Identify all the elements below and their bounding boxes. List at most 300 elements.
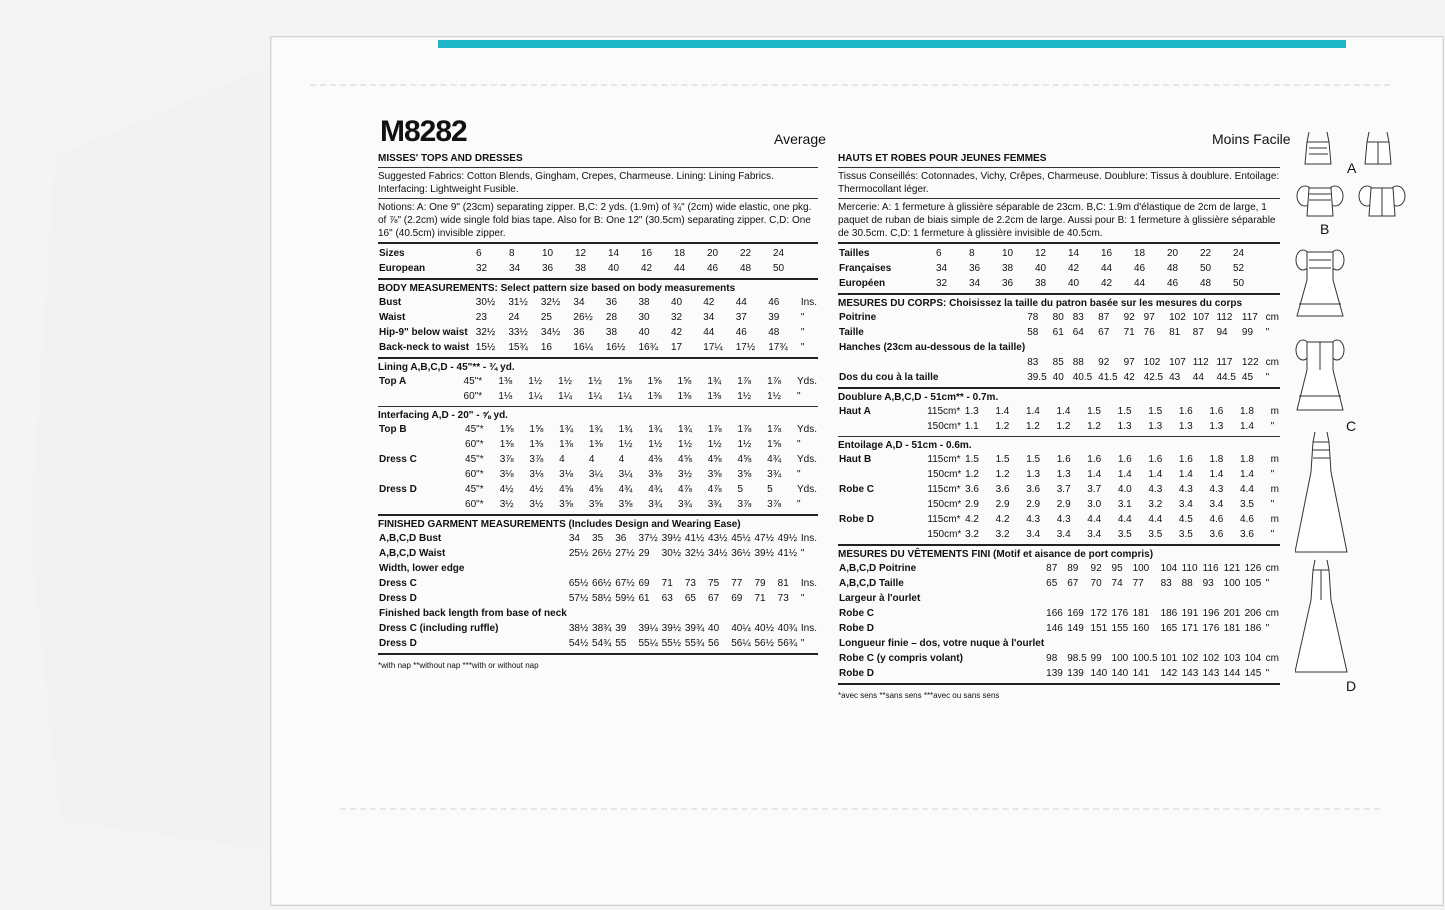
table-row xyxy=(378,246,805,261)
cell-value: 112 xyxy=(1216,312,1233,323)
cell-value: 4.4 xyxy=(1240,484,1254,495)
table-row xyxy=(838,482,1280,497)
cell-value: 32 xyxy=(936,278,948,289)
cell-value: 41.5 xyxy=(1098,372,1118,383)
cell-value: 92 xyxy=(1090,563,1102,574)
cell-value: 92 xyxy=(1123,312,1135,323)
cell-value: 28 xyxy=(605,312,618,323)
cell-value: 140 xyxy=(1090,668,1108,679)
cell-value: 65½ xyxy=(568,578,589,589)
cell-value: 34 xyxy=(573,297,585,308)
row-label: Dress C xyxy=(379,454,417,465)
cell-value: 93 xyxy=(1202,578,1214,589)
table-row xyxy=(378,576,818,591)
cell-value: 100.5 xyxy=(1132,653,1158,664)
cell-value: 22 xyxy=(1200,248,1212,259)
cell-value: 38 xyxy=(1035,278,1047,289)
cell-value: 166 xyxy=(1046,608,1063,619)
view-label-a: A xyxy=(1347,160,1357,176)
cell-value: 87 xyxy=(1192,327,1204,338)
cell-value: 149 xyxy=(1067,623,1084,634)
measurement-table xyxy=(838,561,1280,681)
cell-value: 30 xyxy=(638,312,650,323)
cell-value: 15½ xyxy=(475,342,496,353)
unit: Yds. xyxy=(796,454,817,465)
table-row xyxy=(838,621,1280,636)
cell-value: 146 xyxy=(1046,623,1063,634)
cell-value: 3⅛ xyxy=(499,469,514,480)
cell-value: 36½ xyxy=(731,548,751,559)
table-row xyxy=(378,467,818,482)
row-label: Dress D xyxy=(379,484,417,495)
table-row xyxy=(838,261,1265,276)
cell-value: 1½ xyxy=(767,391,781,402)
cell-value: 44 xyxy=(703,327,715,338)
row-label xyxy=(838,467,926,482)
table-row xyxy=(838,276,1265,291)
lining-heading: Lining A,B,C,D - 45"** - ¾ yd. xyxy=(378,362,515,373)
rule xyxy=(378,278,818,280)
cell-value: 25 xyxy=(540,312,552,323)
cell-value: 83 xyxy=(1160,578,1172,589)
row-label: Waist xyxy=(379,312,406,323)
row-label: Robe D xyxy=(839,668,874,679)
cell-value: 49½ xyxy=(777,533,798,544)
table-row xyxy=(378,591,818,606)
cell-value: 102 xyxy=(1143,357,1161,368)
cell-value: 24 xyxy=(1233,248,1245,259)
cell-value: 40 xyxy=(608,263,620,274)
cell-value: 71 xyxy=(1123,327,1135,338)
cell-value: 87 xyxy=(1046,563,1058,574)
cell-value: 1¾ xyxy=(678,424,692,435)
unit: " xyxy=(1265,372,1270,383)
cell-value: 3¾ xyxy=(707,499,722,510)
cell-value: 40.5 xyxy=(1072,372,1093,383)
cell-value: 34½ xyxy=(540,327,561,338)
unit: " xyxy=(800,548,805,559)
size-table xyxy=(378,246,805,261)
cell-value: 1½ xyxy=(618,439,633,450)
cell-value: 1.2 xyxy=(1087,421,1101,432)
cell-value: 87 xyxy=(1098,312,1110,323)
cell-value: 1½ xyxy=(558,376,572,387)
cell-value: 1.3 xyxy=(964,406,979,417)
cell-value: 32½ xyxy=(540,297,561,308)
cell-value: 76 xyxy=(1143,327,1155,338)
cell-value: 1¼ xyxy=(587,391,602,402)
table-row xyxy=(378,325,818,340)
cell-value: 45½ xyxy=(731,533,751,544)
size-table xyxy=(838,246,1265,261)
cell-value: 42 xyxy=(1101,278,1113,289)
cell-value: 1.4 xyxy=(1178,469,1193,480)
unit: cm xyxy=(1265,563,1279,574)
notions-text: Mercerie: A: 1 fermeture à glissière séparable de 23cm. B,C: 1.9m d'élastique de 2cm de large, 1 paquet de ruban de biais simple de 2.2cm de large. Aussi pour B: 1 fermeture à glissière séparable de 30.5cm. C,D: 1 fermeture à glissière invisible de 40.5cm. xyxy=(838,202,1276,239)
cell-value: 201 xyxy=(1223,608,1241,619)
cell-value: 38½ xyxy=(568,623,589,634)
cell-value: 145 xyxy=(1244,668,1262,679)
cell-value: 38¾ xyxy=(592,623,612,634)
cell-value: 3¾ xyxy=(678,499,692,510)
cell-value: 39½ xyxy=(661,533,682,544)
cell-value: 88 xyxy=(1072,357,1084,368)
cell-value: 1¾ xyxy=(588,424,603,435)
row-label: Robe D xyxy=(839,623,874,634)
cell-value: 4.3 xyxy=(1026,514,1041,525)
row-label: Longueur finie – dos, votre nuque à l'ourlet xyxy=(839,638,1045,649)
cell-value: 1¾ xyxy=(559,424,574,435)
fabric-width: 45"* xyxy=(465,454,484,465)
cell-value: 1.6 xyxy=(1178,406,1193,417)
cell-value: 196 xyxy=(1202,608,1220,619)
cell-value: 4.3 xyxy=(1056,514,1071,525)
unit xyxy=(568,561,591,576)
unit: m xyxy=(1270,514,1279,525)
cell-value: 1.5 xyxy=(1087,406,1101,417)
cell-value: 1.3 xyxy=(1178,421,1193,432)
cell-value: 1⅝ xyxy=(767,439,782,450)
cell-value: 3⅛ xyxy=(529,469,544,480)
cell-value: 4¾ xyxy=(648,484,663,495)
cell-value: 4 xyxy=(559,454,565,465)
table-row xyxy=(378,340,818,355)
row-label xyxy=(378,497,464,512)
table-row xyxy=(378,437,818,452)
row-label: A,B,C,D Waist xyxy=(379,548,446,559)
table-row xyxy=(838,651,1280,666)
cell-value: 17¼ xyxy=(703,342,723,353)
row-label: A,B,C,D Poitrine xyxy=(839,563,917,574)
row-label xyxy=(378,389,463,404)
cell-value: 78 xyxy=(1027,312,1039,323)
row-label: Dress D xyxy=(379,593,417,604)
cell-value: 1⅝ xyxy=(499,424,514,435)
footnote: *with nap **without nap ***with or without nap xyxy=(378,661,539,670)
size-table xyxy=(838,261,1265,276)
cell-value: 41½ xyxy=(777,548,798,559)
measurement-table xyxy=(378,422,818,512)
cell-value: 4.5 xyxy=(1178,514,1193,525)
measurement-table xyxy=(378,295,818,355)
cell-value: 1.4 xyxy=(1148,469,1163,480)
table-row xyxy=(378,452,818,467)
cell-value: 1⅜ xyxy=(647,391,662,402)
cell-value: 3⅝ xyxy=(588,499,603,510)
cell-value: 44 xyxy=(1192,372,1204,383)
cell-value: 55 xyxy=(615,638,627,649)
cell-value: 75 xyxy=(708,578,720,589)
cell-value: 79 xyxy=(754,578,766,589)
cell-value: 2.9 xyxy=(995,499,1010,510)
fabric-width: 60"* xyxy=(465,499,484,510)
cell-value: 35 xyxy=(592,533,604,544)
row-label: Hanches (23cm au-dessous de la taille) xyxy=(839,342,1026,353)
view-a-top-front xyxy=(1305,132,1331,164)
cell-value: 1.4 xyxy=(995,406,1010,417)
fabrics-text: Tissus Conseillés: Cotonnades, Vichy, Crêpes, Charmeuse. Doublure: Tissus à doublure. Entoilage: Thermocollant léger. xyxy=(838,171,1280,195)
unit: " xyxy=(1270,499,1275,510)
view-b-top-back xyxy=(1359,186,1405,216)
unit: Ins. xyxy=(800,578,817,589)
rule xyxy=(838,198,1280,199)
row-label: Haut B xyxy=(839,454,872,465)
cell-value: 4⅝ xyxy=(737,454,752,465)
view-c-dress-front xyxy=(1296,250,1344,316)
cell-value: 83 xyxy=(1072,312,1084,323)
cell-value: 46 xyxy=(707,263,719,274)
finished-heading: MESURES DU VÊTEMENTS FINI (Motif et aisance de port compris) xyxy=(838,549,1154,560)
cell-value: 112 xyxy=(1192,357,1209,368)
cell-value: 116 xyxy=(1202,563,1219,574)
unit: " xyxy=(1265,623,1270,634)
cell-value: 71 xyxy=(754,593,766,604)
cell-value: 50 xyxy=(1200,263,1212,274)
cell-value: 126 xyxy=(1244,563,1262,574)
cell-value: 45 xyxy=(1241,372,1254,383)
rule xyxy=(378,514,818,516)
unit: " xyxy=(1265,327,1270,338)
cell-value: 36 xyxy=(1002,278,1014,289)
table-row xyxy=(378,636,818,651)
cell-value: 3.2 xyxy=(965,529,979,540)
cell-value: 40½ xyxy=(754,623,774,634)
cell-value: 2.9 xyxy=(965,499,979,510)
footnote: *avec sens **sans sens ***avec ou sans sens xyxy=(838,691,1000,700)
cell-value: 4¾ xyxy=(618,484,633,495)
row-label xyxy=(378,437,464,452)
cell-value: 48 xyxy=(768,327,780,338)
cell-value: 3.2 xyxy=(1148,499,1163,510)
cell-value: 139 xyxy=(1067,668,1084,679)
cell-value: 1⅜ xyxy=(588,439,603,450)
row-label: Hip-9" below waist xyxy=(379,327,468,338)
cell-value: 55¼ xyxy=(638,638,658,649)
size-table xyxy=(378,261,805,276)
cell-value: 69 xyxy=(731,593,743,604)
cell-value: 4⅞ xyxy=(678,484,692,495)
cell-value: 17 xyxy=(670,342,683,353)
cell-value: 34 xyxy=(969,278,981,289)
cell-value: 59½ xyxy=(615,593,635,604)
cell-value: 1.4 xyxy=(1240,469,1254,480)
cell-value: 1.5 xyxy=(965,454,979,465)
cell-value: 1⅝ xyxy=(617,376,632,387)
cell-value: 1.4 xyxy=(1087,469,1102,480)
cell-value: 100 xyxy=(1111,653,1129,664)
cell-value: 4¾ xyxy=(767,454,782,465)
cell-value: 1.5 xyxy=(1026,454,1041,465)
cell-value: 40 xyxy=(670,297,683,308)
table-row xyxy=(838,370,1280,385)
row-label: Poitrine xyxy=(839,312,877,323)
fabric-width: 60"* xyxy=(465,439,484,450)
row-label: Dress C xyxy=(379,578,417,589)
cell-value: 70 xyxy=(1090,578,1102,589)
cell-value: 47½ xyxy=(754,533,774,544)
cell-value: 88 xyxy=(1181,578,1193,589)
row-label xyxy=(838,419,926,434)
cell-value: 4.4 xyxy=(1148,514,1163,525)
fabric-width: 115cm* xyxy=(927,514,961,525)
cell-value: 58 xyxy=(1027,327,1039,338)
cell-value: 66½ xyxy=(592,578,612,589)
cell-value: 121 xyxy=(1223,563,1241,574)
rule xyxy=(378,242,818,244)
cell-value: 3⅝ xyxy=(737,469,752,480)
cell-value: 1.2 xyxy=(965,469,979,480)
row-label: Dress C (including ruffle) xyxy=(379,623,499,634)
cell-value: 44.5 xyxy=(1216,372,1236,383)
cell-value: 14 xyxy=(608,248,620,259)
cell-value: 8 xyxy=(969,248,975,259)
cell-value: 44 xyxy=(674,263,686,274)
difficulty-english: Average xyxy=(774,131,826,147)
cell-value: 71 xyxy=(661,578,673,589)
cell-value: 1⅜ xyxy=(529,439,544,450)
cell-value: 143 xyxy=(1181,668,1199,679)
cell-value: 1½ xyxy=(587,376,602,387)
interfacing-heading: Entoilage A,D - 51cm - 0.6m. xyxy=(838,440,972,451)
cell-value: 42 xyxy=(1123,372,1135,383)
cell-value: 39½ xyxy=(661,623,682,634)
cell-value: 18 xyxy=(1134,248,1146,259)
cell-value: 1.6 xyxy=(1087,454,1102,465)
french-panel xyxy=(838,152,1280,702)
table-row xyxy=(378,261,805,276)
cell-value: 4⅜ xyxy=(648,454,663,465)
cell-value: 102 xyxy=(1169,312,1186,323)
cell-value: 3¼ xyxy=(618,469,633,480)
cell-value: 3.4 xyxy=(1056,529,1071,540)
cell-value: 36 xyxy=(573,327,585,338)
cell-value: 39¾ xyxy=(684,623,705,634)
unit: " xyxy=(800,312,805,323)
row-label: Top B xyxy=(379,424,407,435)
view-label-c: C xyxy=(1346,418,1357,434)
cell-value: 34 xyxy=(703,312,715,323)
cell-value: 1.8 xyxy=(1239,406,1254,417)
cell-value: 117 xyxy=(1216,357,1233,368)
row-label: Sizes xyxy=(379,248,405,259)
cell-value: 16 xyxy=(641,248,653,259)
cell-value: 4.6 xyxy=(1209,514,1224,525)
fabric-width: 150cm* xyxy=(927,421,961,432)
cell-value: 81 xyxy=(1169,327,1181,338)
cell-value: 43 xyxy=(1169,372,1181,383)
fabric-width: 150cm* xyxy=(927,499,962,510)
measurement-table xyxy=(838,452,1280,542)
cell-value: 3.4 xyxy=(1209,499,1224,510)
cell-value: 4.4 xyxy=(1117,514,1132,525)
unit: " xyxy=(1265,668,1270,679)
fabric-width: 150cm* xyxy=(927,469,962,480)
rule xyxy=(378,198,818,199)
unit: Yds. xyxy=(796,376,817,387)
table-row xyxy=(838,310,1280,325)
cell-value: 1½ xyxy=(707,439,722,450)
cell-value: 4.4 xyxy=(1087,514,1102,525)
cell-value: 48 xyxy=(740,263,752,274)
measurement-table xyxy=(838,310,1280,385)
cell-value: 151 xyxy=(1090,623,1108,634)
unit: " xyxy=(800,638,805,649)
table-row xyxy=(838,419,1280,434)
cell-value: 1¾ xyxy=(707,376,722,387)
view-label-b: B xyxy=(1320,221,1330,237)
cell-value: 44 xyxy=(1134,278,1146,289)
cell-value: 3⅛ xyxy=(559,469,574,480)
cell-value: 101 xyxy=(1160,653,1178,664)
cell-value: 4.0 xyxy=(1117,484,1132,495)
section-title: HAUTS ET ROBES POUR JEUNES FEMMES xyxy=(838,153,1047,164)
cell-value: 3¾ xyxy=(648,499,663,510)
cell-value: 34 xyxy=(509,263,521,274)
cell-value: 1¼ xyxy=(617,391,632,402)
cell-value: 3½ xyxy=(499,499,514,510)
cell-value: 104 xyxy=(1244,653,1262,664)
cell-value: 80 xyxy=(1052,312,1064,323)
cell-value: 104 xyxy=(1160,563,1178,574)
cell-value: 69 xyxy=(638,578,650,589)
row-label xyxy=(838,527,926,542)
cell-value: 3.2 xyxy=(995,529,1010,540)
row-label: Top A xyxy=(379,376,407,387)
cell-value: 1.8 xyxy=(1240,454,1254,465)
unit: m xyxy=(1270,454,1279,465)
cell-value: 30½ xyxy=(475,297,496,308)
table-row xyxy=(838,404,1280,419)
cell-value: 3.7 xyxy=(1056,484,1071,495)
cell-value: 16 xyxy=(540,342,552,353)
cell-value: 103 xyxy=(1223,653,1241,664)
cell-value: 52 xyxy=(1233,263,1245,274)
cell-value: 77 xyxy=(731,578,743,589)
unit: " xyxy=(1270,421,1275,432)
cell-value: 3.4 xyxy=(1026,529,1041,540)
cell-value: 32½ xyxy=(684,548,705,559)
rule xyxy=(838,436,1280,437)
row-label: Haut A xyxy=(839,406,871,417)
cell-value: 4.2 xyxy=(965,514,979,525)
measurement-table xyxy=(378,531,818,651)
view-a-top-back xyxy=(1365,132,1391,164)
cell-value: 56¼ xyxy=(731,638,751,649)
cell-value: 1.3 xyxy=(1117,421,1132,432)
cell-value: 181 xyxy=(1132,608,1150,619)
row-label: Dress D xyxy=(379,638,417,649)
cell-value: 1⅜ xyxy=(498,376,513,387)
cell-value: 40 xyxy=(1052,372,1064,383)
cell-value: 6 xyxy=(476,248,482,259)
table-row xyxy=(838,576,1280,591)
cell-value: 39 xyxy=(768,312,780,323)
cell-value: 24 xyxy=(508,312,520,323)
cell-value: 3⅞ xyxy=(499,454,514,465)
unit xyxy=(568,606,591,621)
cell-value: 5 xyxy=(737,484,744,495)
rule xyxy=(838,683,1280,685)
cell-value: 176 xyxy=(1111,608,1129,619)
cell-value: 1.6 xyxy=(1056,454,1071,465)
cell-value: 1.4 xyxy=(1117,469,1132,480)
row-label: Taille xyxy=(839,327,864,338)
unit: " xyxy=(796,469,801,480)
table-row xyxy=(838,452,1280,467)
row-label: Bust xyxy=(379,297,402,308)
unit: Ins. xyxy=(800,533,817,544)
cell-value: 12 xyxy=(575,248,587,259)
